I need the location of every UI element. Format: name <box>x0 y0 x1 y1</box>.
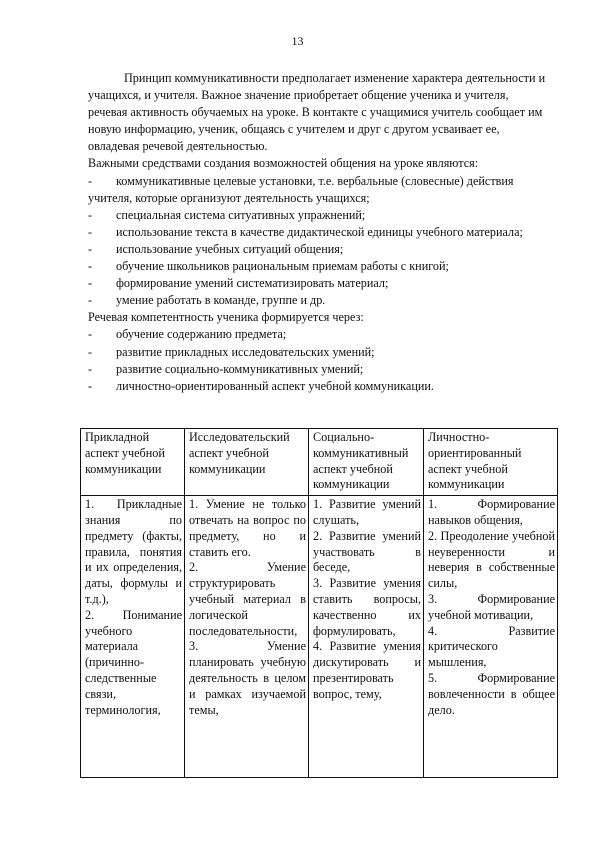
table-header-cell: Прикладной аспект учебной коммуникации <box>81 429 185 496</box>
cell-line: 1. Умение не только отвечать на вопрос по предмету, но и ставить его. <box>189 497 306 559</box>
list-item: - личностно-ориентированный аспект учебной коммуникации. <box>88 378 434 393</box>
cell-line: 3. Развитие умения ставить вопросы, качественно их формулировать, <box>313 576 421 638</box>
cell-line: 2. Понимание учебного материала (причинно-следственные связи, терминология, <box>85 607 182 717</box>
intro-paragraph: Принцип коммуникативности предполагает изменение характера деятельности и учащихся, и учителя. Важное значение приобретает общение ученика и учителя, речевая активность обучаемых на уроке. В контакте с учащимися учитель сообщает им новую информацию, ученик, общаясь с учителем и друг с другом усваивает ее, овладевая речевой деятельностью. <box>88 71 546 154</box>
cell-line: 2. Развитие умений участвовать в беседе, <box>313 528 421 575</box>
list-item: - использование учебных ситуаций общения; <box>88 241 344 256</box>
body-text <box>88 70 548 395</box>
cell-line: 4. Развитие умения дискутировать и презентировать вопрос, тему, <box>313 639 421 701</box>
table-cell <box>424 496 558 778</box>
table-row <box>81 496 558 778</box>
table-cell <box>81 496 185 778</box>
cell-line: 4. Развитие критического мышления, <box>428 623 555 670</box>
table-header-cell: Социально-коммуникативный аспект учебной коммуникации <box>309 429 424 496</box>
cell-line: 2. Преодоление учебной неуверенности и неверия в собственные силы, <box>428 528 555 591</box>
cell-line: 1. Формирование навыков общения, <box>428 497 555 527</box>
list-item: - обучение школьников рациональным приемам работы с книгой; <box>88 259 449 274</box>
aspects-table <box>80 428 558 778</box>
list-item: - формирование умений систематизировать материал; <box>88 276 389 291</box>
competence-heading: Речевая компетентность ученика формируется через: <box>88 310 364 325</box>
cell-line: 3. Формирование учебной мотивации, <box>428 591 555 622</box>
list-item: - развитие социально-коммуникативных умений; <box>88 361 364 376</box>
cell-line: 5. Формирование вовлеченности в общее дело. <box>428 670 555 717</box>
list-item: - развитие прикладных исследовательских умений; <box>88 344 375 359</box>
cell-line: 1. Развитие умений слушать, <box>313 497 421 527</box>
table-header-cell: Личностно-ориентированный аспект учебной коммуникации <box>424 429 558 496</box>
list-item: - специальная система ситуативных упражнений; <box>88 207 366 222</box>
table-cell <box>185 496 309 778</box>
cell-line: 1. Прикладные знания по предмету (факты, правила, понятия и их определения, даты, формулы и т.д.), <box>85 497 182 606</box>
list-item: - использование текста в качестве дидактической единицы учебного материала; <box>88 224 523 239</box>
list-item: - коммуникативные целевые установки, т.е. вербальные (словесные) действия учителя, которые организуют деятельность учащихся; <box>88 173 514 205</box>
list-item: - обучение содержанию предмета; <box>88 327 287 342</box>
page-number: 13 <box>291 34 304 48</box>
means-heading: Важными средствами создания возможностей общения на уроке являются: <box>88 156 479 171</box>
table-header-cell: Исследовательский аспект учебной коммуникации <box>185 429 309 496</box>
cell-line: 3. Умение планировать учебную деятельность в целом и рамках изучаемой темы, <box>189 639 306 717</box>
list-item: - умение работать в команде, группе и др. <box>88 293 326 308</box>
cell-line: 2. Умение структурировать учебный материал в логической последовательности, <box>189 560 306 638</box>
table-cell <box>309 496 424 778</box>
table-header-row <box>81 429 558 496</box>
